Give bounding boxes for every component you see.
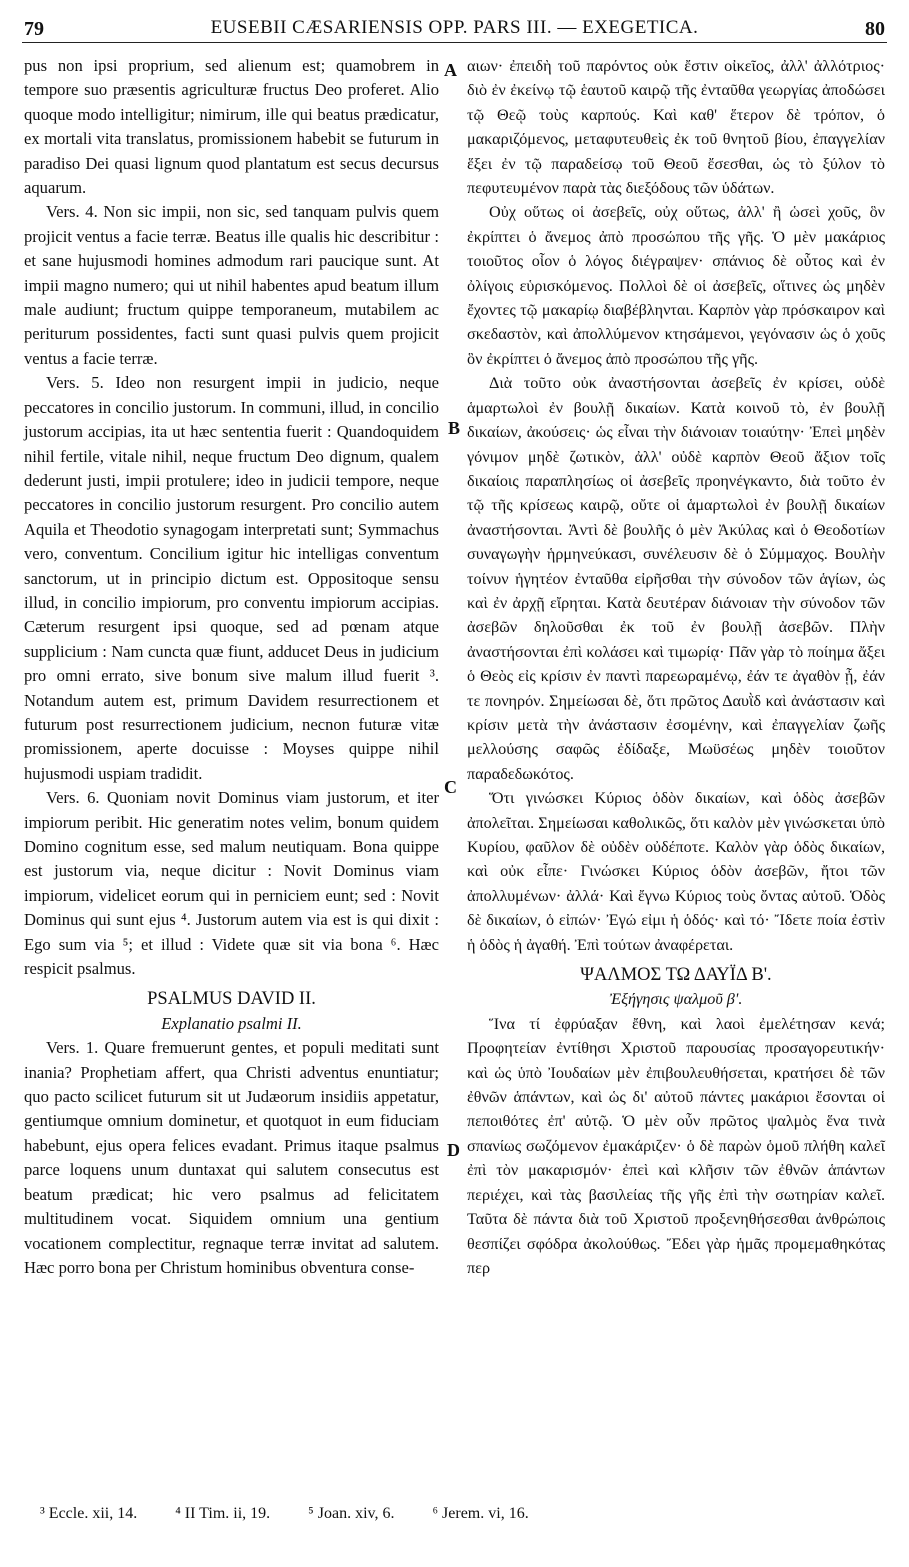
- running-header: [22, 12, 887, 43]
- section-marker-c: C: [444, 777, 457, 797]
- greek-column: [467, 54, 885, 1280]
- paragraph: Vers. 6. Quoniam novit Dominus viam justorum, et iter impiorum peribit. Hic generatim notes velim, bonum quidem Domino cognitum esse, sed malum neutiquam. Bona quippe est justorum via, neque dicitur : Novit Dominus viam impiorum, videlicet eorum qui in perniciem eunt; sed : Novit Dominus qui sunt ejus ⁴. Justorum autem via est is qui dixit : Ego sum via ⁵; et illud : Videte quæ sit via bona ⁶. Hæc respicit psalmus.: [24, 788, 439, 979]
- section-marker-d: D: [447, 1140, 460, 1160]
- footnotes: [40, 1505, 563, 1523]
- left-page-number: 79: [24, 18, 44, 40]
- running-title: EUSEBII CÆSARIENSIS OPP. PARS III. — EXEGETICA.: [210, 17, 699, 38]
- footnote: ⁵ Joan. xiv, 6.: [308, 1505, 395, 1522]
- paragraph: Διὰ τοῦτο οὐκ ἀναστήσονται ἀσεβεῖς ἐν κρίσει, οὐδὲ ἁμαρτωλοὶ ἐν βουλῇ δικαίων. Κατὰ κοινοῦ τὸ, ἐν βουλῇ δικαίων, ἀκούσεις· ὡς εἶναι τὴν διάνοιαν τοιαύτην· Ἐπεὶ μηδὲν γόνιμον μηδὲ ζωτικὸν, ἀλλ' οὐδὲ καρπὸν Θεοῦ ἄξιον τοῖς δικαίοις παραπλησίως οἱ ἀσεβεῖς προηνέγκαντο, διὰ τοῦτο ἐν τῷ τῆς κρίσεως καιρῷ, οὔτε οἱ ἁμαρτωλοὶ ἐν βουλῇ δικαίων ἀναστήσονται. Ἀντὶ δὲ βουλῆς ὁ μὲν Ἀκύλας καὶ ὁ Θεοδοτίων συναγωγὴν ἡρμηνεύκασι, συνέλευσιν δὲ ὁ Σύμμαχος. Βουλὴν τοίνυν ἡγητέον ἐνταῦθα εἰρῆσθαι τὴν σύνοδον τῶν ἁγίων, ὡς καὶ ἐν ἀρχῇ εἴρηται. Κατὰ δευτέραν διάνοιαν τὴν σύνοδον τῶν ἀσεβῶν δηλοῦσθαι ἐκ τοῦ ἐν βουλῇ ἀσεβῶν. Πλὴν ἀναστήσονται ἐπὶ κολάσει καὶ τιμωρίᾳ· Πᾶν γὰρ τὸ ποίημα ἄξει ὁ Θεὸς εἰς κρίσιν ἐν παντὶ παρεωραμένῳ, ἐάν τε ἀγαθὸν ᾖ, ἐάν τε πονηρόν. Σημείωσαι δὲ, ὅτι πρῶτος Δαυῒδ καὶ ἀνάστασιν καὶ κρίσιν μετὰ τὴν ἀνάστασιν ἐσομένην, καὶ ἐπαγγελίαν ζωῆς μελλούσης σαφῶς ἐδίδαξε, Μωϋσέως μηδὲν τοιοῦτον παραδεδωκότος.: [467, 374, 885, 783]
- footnote: ³ Eccle. xii, 14.: [40, 1505, 138, 1522]
- psalm-subheading: Explanatio psalmi II.: [161, 1013, 302, 1033]
- psalm-subheading: Ἐξήγησις ψαλμοῦ β'.: [609, 990, 743, 1009]
- latin-column: [24, 54, 439, 1280]
- paragraph: Vers. 5. Ideo non resurgent impii in judicio, neque peccatores in concilio justorum. In communi, illud, in concilio justorum accipias, ita ut hæc sententia fuerit : Quandoquidem nihil fertile, vitale nihil, neque fructum Deo dignum, qualem dederunt justi, impii protulere; ideo in judicii tempore, neque peccatores in concilio justorum resurgent. Pro concilio autem Aquila et Theodotio synagogam interpretati sunt; Symmachus vero, conventum. Concilium igitur hic intelligas conventum sanctorum, ut in principio dictum est. Oppositoque sensu illud, in concilio impiorum, pro conventu impiorum accipias. Cæterum resurgent ipsi quoque, sed ad pœnam atque supplicium : Nam cuncta quæ fiunt, adducet Deus in judicium pro omni errato, sive bonum sive malum illud fuerit ³. Notandum autem est, primum Davidem resurrectionem et futurum post resurrectionem judicium, necnon futuræ vitæ promissionem, aperte docuisse : Moyses quippe nihil hujusmodi uspiam tradidit.: [24, 373, 439, 783]
- paragraph: Vers. 4. Non sic impii, non sic, sed tanquam pulvis quem projicit ventus a facie terræ. Beatus ille qualis hic describitur : et sane hujusmodi homines admodum rari paucique sunt. At impii magno numero; qui ut nihil habentes apud beatum illum male audiunt; fructum quippe temporaneum, mutabilem ac periturum possidentes, facti sunt quasi pulvis quem projicit ventus a facie terræ.: [24, 202, 439, 368]
- footnote: ⁶ Jerem. vi, 16.: [432, 1505, 529, 1522]
- section-marker-b: B: [448, 418, 461, 438]
- psalm-heading: ΨΑΛΜΟΣ ΤΩ ΔΑΥΪΔ Β'.: [580, 965, 772, 986]
- paragraph: pus non ipsi proprium, sed alienum est; quamobrem in tempore suo præsentis agriculturæ fructus Deo proferet. Alio quoque modo intelligitur; nimirum, ille qui beatus prædicatur, ex mortali vita translatus, promissionem habebit se futurum in paradiso Dei quasi lignum quod plantatum est secus decursus aquarum.: [24, 56, 439, 198]
- paragraph: αιων· ἐπειδὴ τοῦ παρόντος οὐκ ἔστιν οἰκεῖος, ἀλλ' ἀλλότριος· διὸ ἐν ἐκείνῳ τῷ ἑαυτοῦ καιρῷ τῆς ἐνταῦθα γεωργίας ἀποδώσει τῷ Θεῷ τοὺς καρπούς. Καὶ καθ' ἕτερον δὲ τρόπον, ὁ μακαριζόμενος, μεταφυτευθεὶς ἐκ τοῦ θνητοῦ βίου, ἐπαγγελίαν ἕξει ἐν τῷ παραδείσῳ τοῦ Θεοῦ ἔσεσθαι, ὡς τὸ ξύλον τὸ πεφυτευμένον παρὰ τὰς διεξόδους τῶν ὑδάτων.: [467, 57, 885, 198]
- paragraph: Ὅτι γινώσκει Κύριος ὁδὸν δικαίων, καὶ ὁδὸς ἀσεβῶν ἀπολεῖται. Σημείωσαι καθολικῶς, ὅτι καλὸν μὲν γινώσκεται ὑπὸ Κυρίου, φαῦλον δὲ οὐδὲν οὐδέποτε. Καλὸν γὰρ ὁδὸς δικαίων, καὶ οὐκ εἶπε· Γινώσκει Κύριος ὁδὸν ἀσεβῶν, ἤτοι τῶν ἀπολλυμένων· ἀλλά· Καὶ ἔγνω Κύριος τοὺς ὄντας αὐτοῦ. Ὁδὸς δὲ δικαίων, ὁ εἰπών· Ἐγώ εἰμι ἡ ὁδός· καὶ τό· Ἴδετε ποία ἐστὶν ἡ ὁδὸς ἡ ἀγαθή. Ἐπὶ τούτων ἀναφέρεται.: [467, 789, 885, 954]
- footnote: ⁴ II Tim. ii, 19.: [175, 1505, 271, 1522]
- paragraph: Ἵνα τί ἐφρύαξαν ἔθνη, καὶ λαοὶ ἐμελέτησαν κενά; Προφητείαν ἐντίθησι Χριστοῦ παρουσίας προσαγορευτικήν· καὶ ὡς ὑπὸ Ἰουδαίων μὲν ἐπιβουλευθήσεται, κρατήσει δὲ τῶν ἐθνῶν ἁπάντων, καὶ ὡς δι' αὐτοῦ πάντες μακάριοι ἔσονται οἱ πεποιθότες ἐπ' αὐτῷ. Ὁ μὲν οὖν πρῶτος ψαλμὸς ἕνα τινὰ σπανίως σωζόμενον ἐμακάριζεν· ὁ δὲ παρὼν ὁμοῦ πλήθη καλεῖ ἐπὶ τὸν μακαρισμόν· ἐπεὶ καὶ κλῆσιν τῶν ἐθνῶν ἁπάντων περιέχει, καὶ τὰς βασιλείας τῆς γῆς ἐπὶ τὴν σωτηρίαν καλεῖ. Ταῦτα δὲ πάντα διὰ τοῦ Χριστοῦ προξενηθήσεσθαι ἀνθρώποις θεσπίζει σφόδρα ἀκολούθως. Ἔδει γὰρ ἡμᾶς προμεμαθηκότας περ: [467, 1014, 885, 1277]
- psalm-heading: PSALMUS DAVID II.: [147, 989, 316, 1010]
- paragraph: Vers. 1. Quare fremuerunt gentes, et populi meditati sunt inania? Prophetiam affert, qua Christi adventus enuntiatur; quo pacto scilicet futurum sit ut Judæorum insidiis appetatur, gentiumque omnium dominetur, et quotquot in eum fiduciam habebunt, ejus opera felices evadant. Primus itaque psalmus parce loquens unum duntaxat qui salutem consecutus est beatum prædicat; hic vero psalmus ad felicitatem multitudinem vocat. Siquidem omnium una gentium vocationem complectitur, regnaque terræ invitat ad salutem. Hæc porro bona per Christum hominibus obventura conse-: [24, 1038, 439, 1277]
- section-marker-a: A: [444, 60, 457, 80]
- right-page-number: 80: [865, 18, 885, 40]
- paragraph: Οὐχ οὕτως οἱ ἀσεβεῖς, οὐχ οὕτως, ἀλλ' ἢ ὡσεὶ χοῦς, ὃν ἐκρίπτει ὁ ἄνεμος ἀπὸ προσώπου τῆς γῆς. Ὁ μὲν μακάριος τοιοῦτος οἷον ὁ λόγος διέγραψεν· σπάνιος δὲ οὗτος καὶ ἐν ὀλίγοις εὑρισκόμενος. Πολλοὶ δὲ οἱ ἀσεβεῖς, οἵτινες ὡς μηδὲν ἔχοντες τῷ μακαρίῳ διαβέβληνται. Καρπὸν γὰρ πρόσκαιρον καὶ σκεδαστὸν, καὶ ἀπολλύμενον κτησάμενοι, γεγόνασιν ὡς ὁ χοῦς ὃν ἐκρίπτει ὁ ἄνεμος ἀπὸ προσώπου τῆς γῆς.: [467, 203, 885, 368]
